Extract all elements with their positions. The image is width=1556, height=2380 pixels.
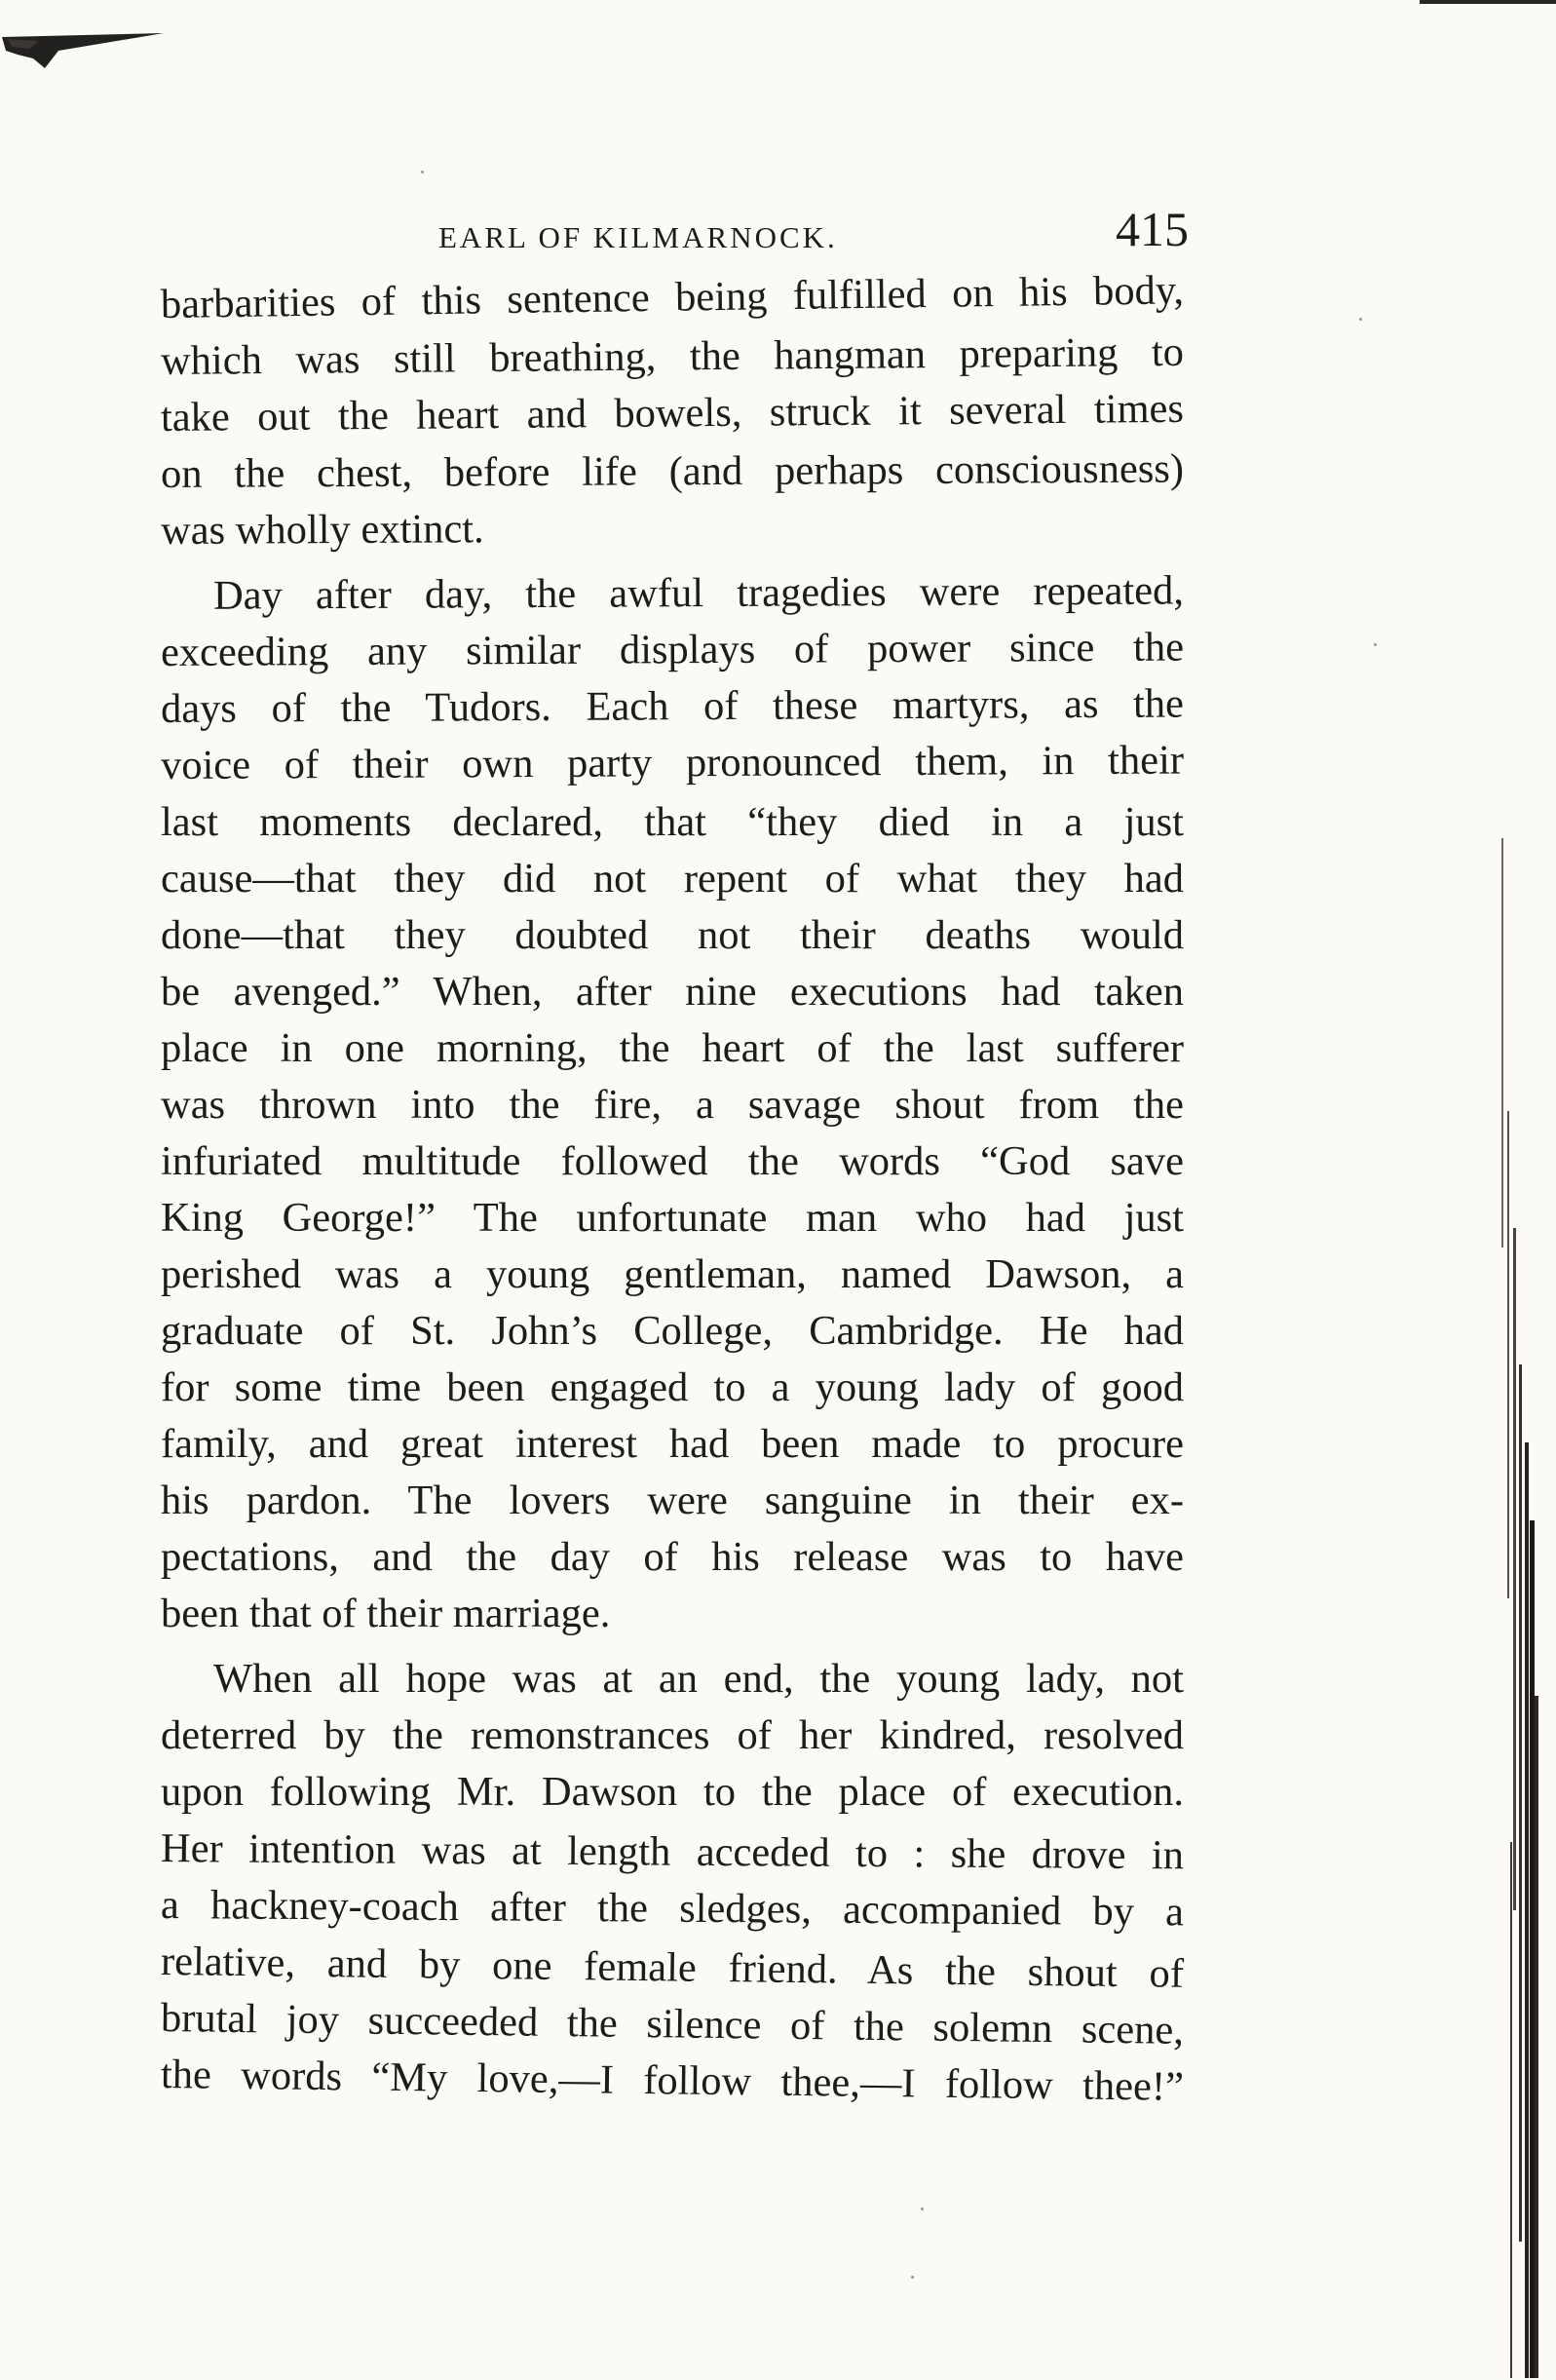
text-line: days of the Tudors. Each of these martyrs, as the <box>160 680 1185 732</box>
text-line: been that of their marriage. <box>161 1591 611 1636</box>
text-line: a hackney-coach after the sledges, accompanied by a <box>160 1882 1185 1936</box>
text-line: Her intention was at length acceded to : she drove in <box>160 1825 1185 1879</box>
text-line: his pardon. The lovers were sanguine in their ex- <box>161 1478 1184 1523</box>
text-line: the words “My love,—I follow thee,—I follow thee!” <box>160 2052 1185 2110</box>
paragraph-1 <box>160 267 1185 559</box>
text-line: take out the heart and bowels, struck it several times <box>160 385 1185 441</box>
text-line: Day after day, the awful tragedies were repeated, <box>212 567 1185 619</box>
body-text <box>160 267 1185 2110</box>
text-line: voice of their own party pronounced them, in their <box>160 737 1185 788</box>
text-line: place in one morning, the heart of the last sufferer <box>161 1025 1184 1071</box>
binding-edge-strip <box>1499 819 1538 2378</box>
page-number: 415 <box>1116 202 1189 256</box>
running-title: EARL OF KILMARNOCK. <box>438 220 838 254</box>
paragraph-3 <box>160 1651 1185 2110</box>
ink-blot-mark <box>0 29 175 97</box>
text-line: cause—that they did not repent of what they had <box>161 856 1184 902</box>
page-speck <box>911 2276 914 2279</box>
text-line: infuriated multitude followed the words “God save <box>161 1138 1184 1184</box>
paragraph-2 <box>161 568 1184 1642</box>
text-line: relative, and by one female friend. As the shout of <box>160 1939 1185 1997</box>
text-line: last moments declared, that “they died in a just <box>161 799 1184 845</box>
page-speck <box>1359 318 1362 321</box>
text-line: brutal joy succeeded the silence of the solemn scene, <box>160 1995 1185 2054</box>
text-line: deterred by the remonstrances of her kindred, resolved <box>161 1712 1184 1758</box>
text-line: done—that they doubted not their deaths would <box>161 912 1184 958</box>
scan-edge-rule <box>1420 0 1556 4</box>
text-line: perished was a young gentleman, named Dawson, a <box>161 1251 1184 1297</box>
text-line: was thrown into the fire, a savage shout from the <box>161 1082 1184 1128</box>
text-line: upon following Mr. Dawson to the place of execution. <box>161 1769 1184 1815</box>
text-line: was wholly extinct. <box>160 506 484 554</box>
text-line: on the chest, before life (and perhaps consciousness) <box>160 445 1185 497</box>
text-line: graduate of St. John’s College, Cambridge. He had <box>161 1308 1184 1354</box>
page-speck <box>1374 643 1377 646</box>
text-line: exceeding any similar displays of power since the <box>160 624 1185 675</box>
text-line: barbarities of this sentence being fulfilled on his body, <box>160 267 1185 327</box>
text-line: family, and great interest had been made to procure <box>161 1421 1184 1467</box>
text-line: pectations, and the day of his release was to have <box>161 1534 1184 1580</box>
text-line: which was still breathing, the hangman preparing to <box>160 328 1185 384</box>
text-line: When all hope was at an end, the young lady, not <box>213 1656 1184 1702</box>
text-line: King George!” The unfortunate man who had just <box>161 1195 1184 1241</box>
page-speck <box>921 2207 924 2210</box>
text-line: be avenged.” When, after nine executions had taken <box>161 969 1184 1015</box>
page-header <box>438 202 1189 263</box>
page-speck <box>421 171 424 173</box>
text-line: for some time been engaged to a young lady of good <box>161 1364 1184 1410</box>
